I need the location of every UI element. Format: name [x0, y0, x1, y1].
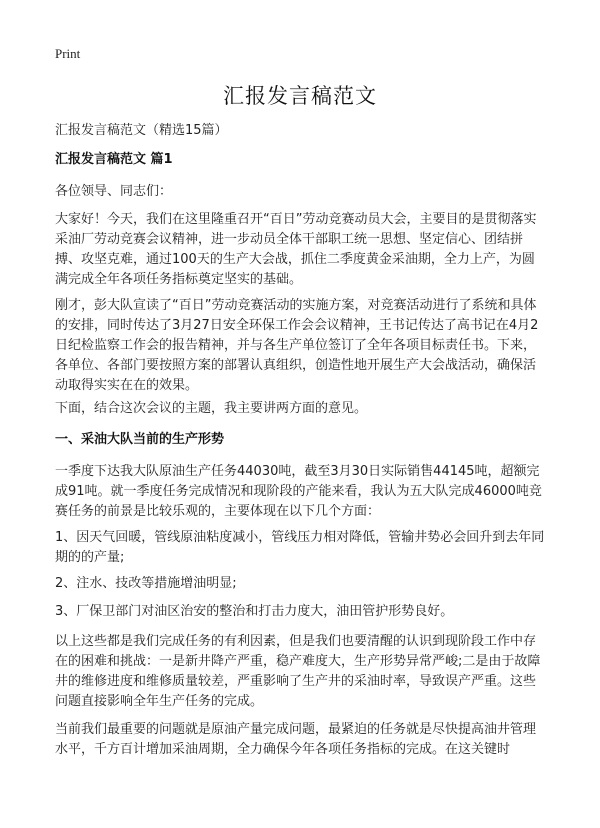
- list-item-1: 1、因天气回暖，管线原油粘度减小，管线压力相对降低，管输井势必会回升到去年同期的的产量;: [55, 530, 545, 565]
- list-item-2: 2、注水、技改等措施增油明显;: [55, 576, 237, 591]
- section-heading-1: 一、采油大队当前的生产形势: [55, 432, 225, 447]
- section-title: 汇报发言稿范文 篇1: [55, 152, 173, 167]
- document-subtitle: 汇报发言稿范文（精选15篇）: [55, 123, 228, 138]
- paragraph-5: 以上这些都是我们完成任务的有利因素，但是我们也要清醒的认识到现阶段工作中存在的困难和挑战：一是新井降产严重，稳产难度大，生产形势异常严峻;二是由于故障井的维修进度和维修质量较差，严重影响了生产井的采油时率，导致误产严重。这些问题直接影响全年生产任务的完成。: [55, 634, 541, 709]
- paragraph-3: 下面，结合这次会议的主题，我主要讲两方面的意见。: [55, 401, 368, 416]
- paragraph-6: 当前我们最重要的问题就是原油产量完成问题，最紧迫的任务就是尽快提高油井管理水平，千方百计增加采油周期，全力确保今年各项任务指标的完成。在这关键时: [55, 722, 537, 757]
- paragraph-2: 刚才，彭大队宣读了“百日”劳动竞赛活动的实施方案，对竞赛活动进行了系统和具体的安排，同时传达了3月27日安全环保工作会会议精神，王书记传达了高书记在4月2日纪检监察工作会的报告精神，并与各生产单位签订了全年各项目标责任书。下来，各单位、各部门要按照方案的部署认真组织，创造性地开展生产大会战活动，确保活动取得实实在在的效果。: [55, 298, 539, 393]
- paragraph-1: 大家好！今天，我们在这里隆重召开“百日”劳动竞赛动员大会，主要目的是贯彻落实采油厂劳动竞赛会议精神，进一步动员全体干部职工统一思想、坚定信心、团结拼搏、攻坚克难，通过100天的生产大会战，抓住二季度黄金采油期，全力上产，为圆满完成全年各项任务指标奠定坚实的基础。: [55, 212, 537, 287]
- print-link[interactable]: Print: [55, 46, 81, 61]
- greeting-text: 各位领导、同志们：: [55, 184, 173, 199]
- document-title: 汇报发言稿范文: [223, 84, 377, 108]
- list-item-3: 3、厂保卫部门对油区治安的整治和打击力度大，油田管护形势良好。: [55, 604, 454, 619]
- paragraph-4: 一季度下达我大队原油生产任务44030吨，截至3月30日实际销售44145吨，超额完成91吨。就一季度任务完成情况和现阶段的产能来看，我认为五大队完成46000吨竞赛任务的前景是比较乐观的，主要体现在以下几个方面：: [55, 464, 542, 519]
